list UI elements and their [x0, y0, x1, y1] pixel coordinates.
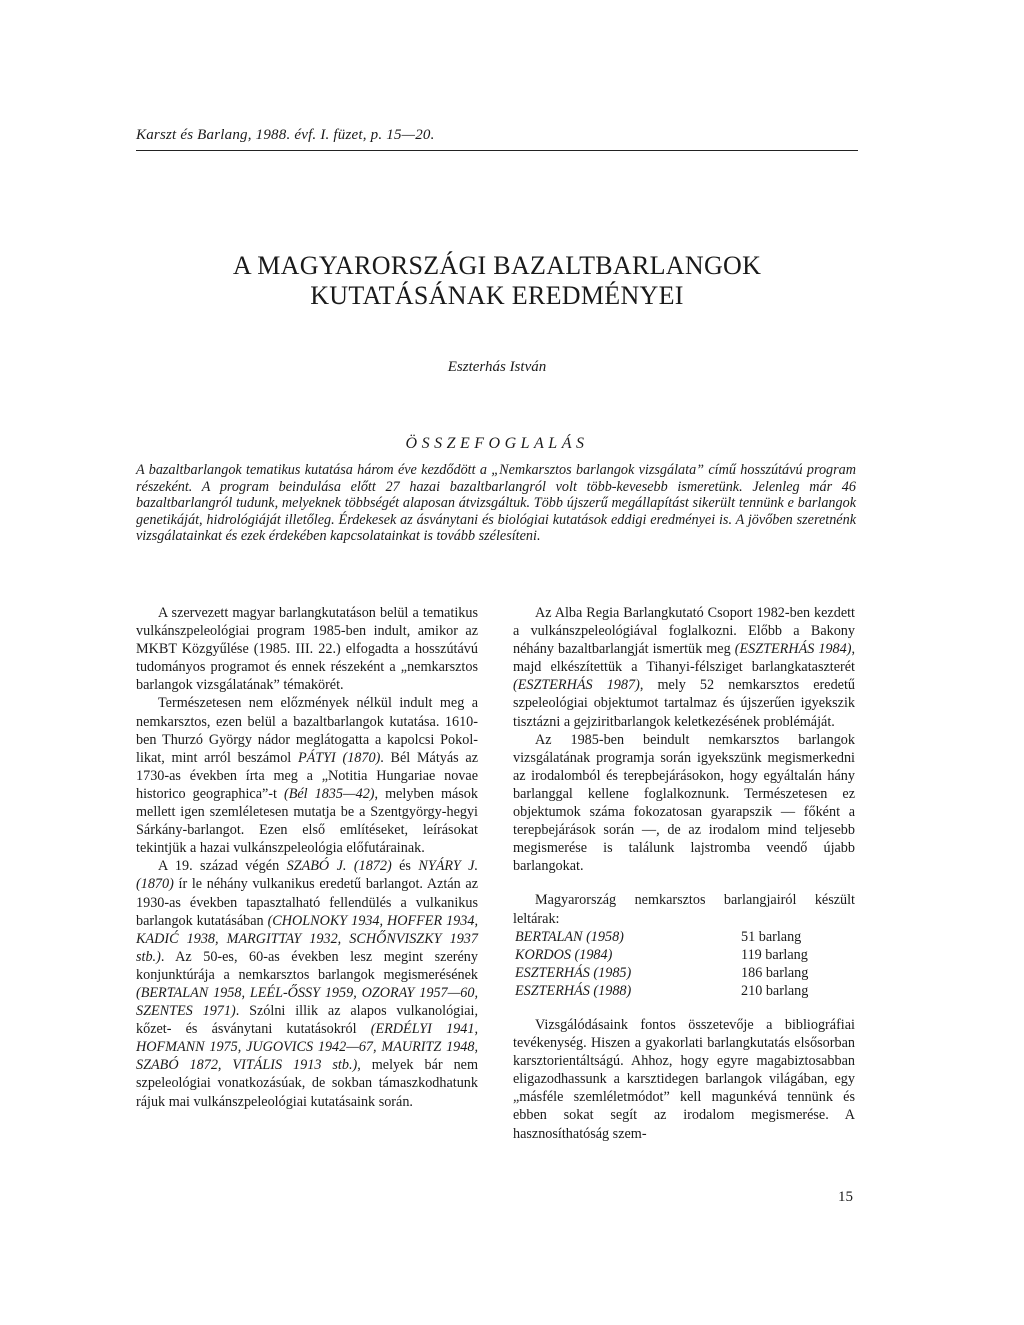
author-name: Eszterhás István	[447, 359, 547, 375]
inventory-count: 186 barlang	[741, 964, 809, 981]
article-title	[136, 251, 858, 311]
inventory-source: ESZTERHÁS (1988)	[515, 982, 632, 999]
paragraph: Az Alba Regia Barlangkutató Csoport 1982-ben kezdett a vulkánszpeleológiával foglalkozni. Előbb a Bakony néhány bazaltbarlangját ismertük meg (ESZTERHÁS 1984), majd elkészítettük a Tihanyi-félsziget barlangkataszterét (ESZTERHÁS 1987), mely 52 nemkarsztos eredetű szpeleológiai objektumot tartalmaz és újszerűen igyekszik tisztázni a gejziritbarlangok keletkezésének problémáját.	[513, 605, 855, 730]
inventory-count: 210 barlang	[741, 982, 809, 999]
paragraph: Magyarország nemkarsztos barlangjairól készült leltárak:	[513, 892, 855, 927]
inventory-count: 119 barlang	[741, 946, 808, 963]
paragraph: A szervezett magyar barlangkutatáson belül a tematikus vulkánszpeleológiai program 1985-ben indult, amikor az MKBT Közgyűlése (1985. III. 22.) elfogadta a hosszútávú tudományos programot és ennek részeként a „nemkarsztos barlangok vizsgálatának” témakörét.	[136, 605, 478, 694]
running-head: Karszt és Barlang, 1988. évf. I. füzet, p. 15—20.	[136, 127, 435, 143]
list-item	[513, 982, 855, 1000]
paragraph: Az 1985-ben beindult nemkarsztos barlangok vizsgálatának programja során igyekszünk megismerkedni az irodalomból és terepbejárásokon, hogy egyáltalán hány barlanggal kellene foglalkoznunk. Természetesen ez objektumok száma fokozatosan gyarapszik — főként a terepbejárások során —, de az irodalom mind teljesebb megismerése is találunk lajstromba veendő újabb barlangokat.	[513, 731, 855, 875]
right-column	[513, 604, 855, 1143]
inventory-source: KORDOS (1984)	[515, 946, 613, 963]
citation: (BERTALAN 1958, LEÉL-ŐSSY 1959, OZORAY 1957—60, SZENTES 1971)	[136, 984, 478, 1020]
citation: (ESZTERHÁS 1984)	[734, 641, 852, 658]
title-line-2: KUTATÁSÁNAK EREDMÉNYEI	[310, 281, 684, 310]
inventory-count: 51 barlang	[741, 928, 802, 945]
summary-heading: ÖSSZEFOGLALÁS	[405, 435, 589, 452]
citation: (ERDÉLYI 1941, HOFMANN 1975, JUGOVICS 1942—67, MAURITZ 1948, SZABÓ 1872, VITÁLIS 1913 stb.)	[136, 1021, 478, 1074]
list-item	[513, 946, 855, 964]
citation: (CHOLNOKY 1934, HOFFER 1934, KADIĆ 1938, MARGITTAY 1932, SCHŐNVISZKY 1937 stb.)	[136, 912, 478, 965]
paragraph: Vizsgálódásaink fontos összetevője a bibliográfiai tevékenység. Hiszen a gyakorlati barlangkutatás elsősorban karsztorientáltságú. Ahhoz, hogy egyre magabiztosabban eligazodhassunk a karsztidegen barlangok világában, egy „másféle szemléletmódot” kell magunkévá tennünk és ebben sokat segít az irodalom megismerése. A hasznosíthatóság szem-	[513, 1016, 855, 1142]
citation: NYÁRY J. (1870)	[136, 858, 478, 893]
inventory-source: BERTALAN (1958)	[515, 928, 624, 945]
summary-text: A bazaltbarlangok tematikus kutatása három éve kezdődött a „Nemkarsztos barlangok vizsgálata” című hosszútávú program részeként. A program beindulása előtt 27 hazai bazaltbarlangról volt több-kevesebb ismeretünk. Jelenleg már 46 bazaltbarlangról tudunk, melyeknek többségét alaposan átvizsgáltuk. Több újszerű megállapítást sikerült tennünk e barlangok genetikáját, hidrológiáját illetőleg. Érdekesek az ásványtani és biológiai kutatások eddigi eredményei is. A jövőben szeretnénk vizsgálatainkat és ezek érdekében kapcsolatainkat is tovább szélesíteni.	[136, 462, 856, 545]
list-item	[513, 928, 855, 946]
list-item	[513, 964, 855, 982]
citation: PÁTYI (1870)	[297, 749, 381, 766]
citation: SZABÓ J. (1872)	[286, 858, 392, 875]
title-line-1: A MAGYARORSZÁGI BAZALTBARLANGOK	[232, 251, 762, 280]
page-number: 15	[838, 1189, 853, 1205]
citation: (ESZTERHÁS 1987)	[513, 677, 640, 694]
citation: (Bél 1835—42)	[283, 785, 375, 802]
header-rule	[136, 150, 858, 151]
inventory-source: ESZTERHÁS (1985)	[515, 964, 632, 981]
paragraph: A 19. század végén SZABÓ J. (1872) és NYÁRY J. (1870) ír le néhány vulkanikus eredetű barlangot. Aztán az 1930-as években tapasztalható fellendülés a vulkanikus barlangok kutatásában (CHOLNOKY 1934, HOFFER 1934, KADIĆ 1938, MARGITTAY 1932, SCHŐNVISZKY 1937 stb.). Az 50-es, 60-as években lesz megint szerény konjunktúrája a nemkarsztos barlangok megismerésének (BERTALAN 1958, LEÉL-ŐSSY 1959, OZORAY 1957—60, SZENTES 1971). Szólni illik az alapos vulkanológiai, kőzet- és ásványtani kutatásokról (ERDÉLYI 1941, HOFMANN 1975, JUGOVICS 1942—67, MAURITZ 1948, SZABÓ 1872, VITÁLIS 1913 stb.), melyek bár nem szpeleológiai vonatkozásúak, de sokban támaszkodhatunk rájuk mai vulkánszpeleológiai kutatásaink során.	[136, 858, 478, 1110]
left-column	[136, 604, 478, 1111]
inventory-list	[513, 928, 855, 1000]
paragraph: Természetesen nem előzmények nélkül indult meg a nemkarsztos, ezen belül a bazaltbarlangok kutatása. 1610-ben Thurzó György nádor meglátogatta a kapolcsi Pokol-likat, mint arról beszámol PÁTYI (1870). Bél Mátyás az 1730-as években írta meg a „Notitia Hungariae novae historico geographica”-t (Bél 1835—42), melyben mások mellett igen szemléletesen mutatja be a Szentgyörgy-hegyi Sárkány-barlangot. Ezen első említéseket, leírásokat tekintjük a hazai vulkánszpeleológia előfutárainak.	[136, 695, 478, 857]
